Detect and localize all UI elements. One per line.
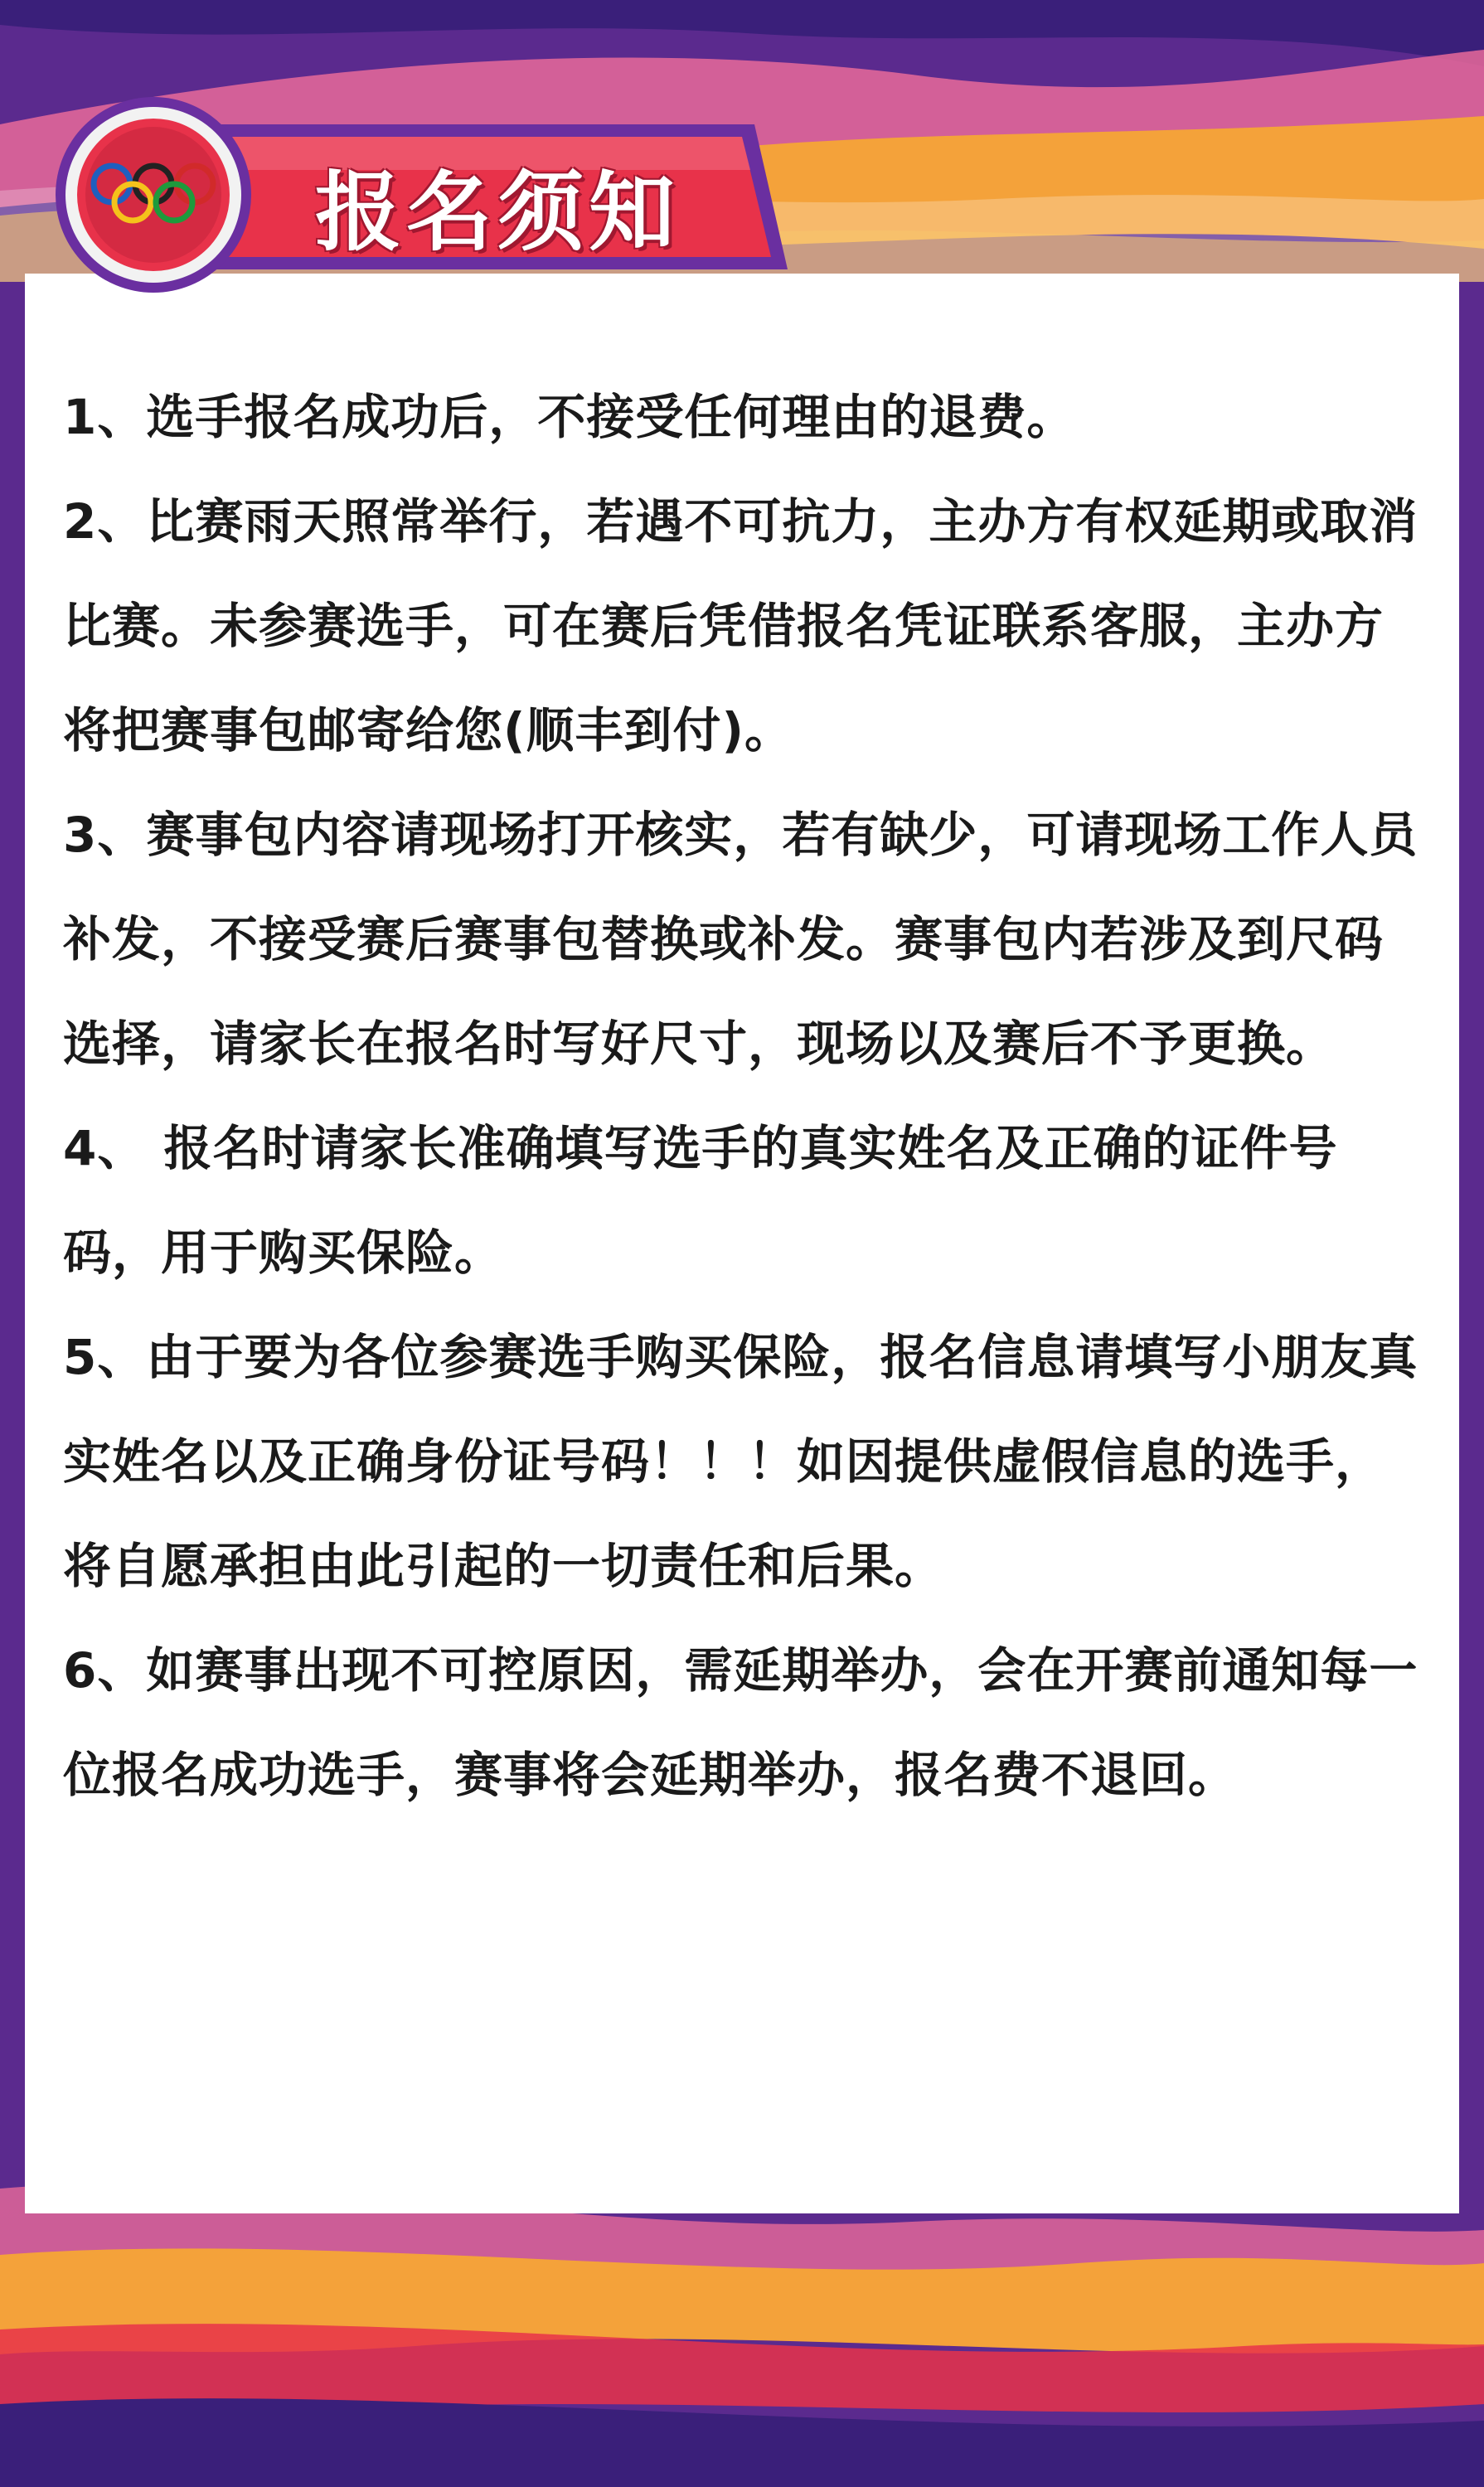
rule-item: 1、选手报名成功后，不接受任何理由的退费。 <box>63 389 1076 445</box>
rule-item: 6、如赛事出现不可控原因，需延期举办，会在开赛前通知每一位报名成功选手，赛事将会延期举办，报名费不退回。 <box>63 1642 1419 1803</box>
rule-item: 3、赛事包内容请现场打开核实，若有缺少，可请现场工作人员补发，不接受赛后赛事包替换或补发。赛事包内若涉及到尺码选择，请家长在报名时写好尺寸，现场以及赛后不予更换。 <box>63 807 1419 1072</box>
rules-list <box>63 365 1423 1827</box>
rule-item: 2、比赛雨天照常举行，若遇不可抗力，主办方有权延期或取消比赛。未参赛选手，可在赛后凭借报名凭证联系客服，主办方将把赛事包邮寄给您(顺丰到付)。 <box>63 493 1419 759</box>
olympic-rings-icon <box>87 159 220 225</box>
rule-item: 4、 报名时请家长准确填写选手的真实姓名及正确的证件号码，用于购买保险。 <box>63 1120 1338 1281</box>
page-title: 报名须知 <box>315 162 681 263</box>
rule-item: 5、由于要为各位参赛选手购买保险，报名信息请填写小朋友真实姓名以及正确身份证号码！！！如因提供虚假信息的选手，将自愿承担由此引起的一切责任和后果。 <box>63 1329 1419 1594</box>
